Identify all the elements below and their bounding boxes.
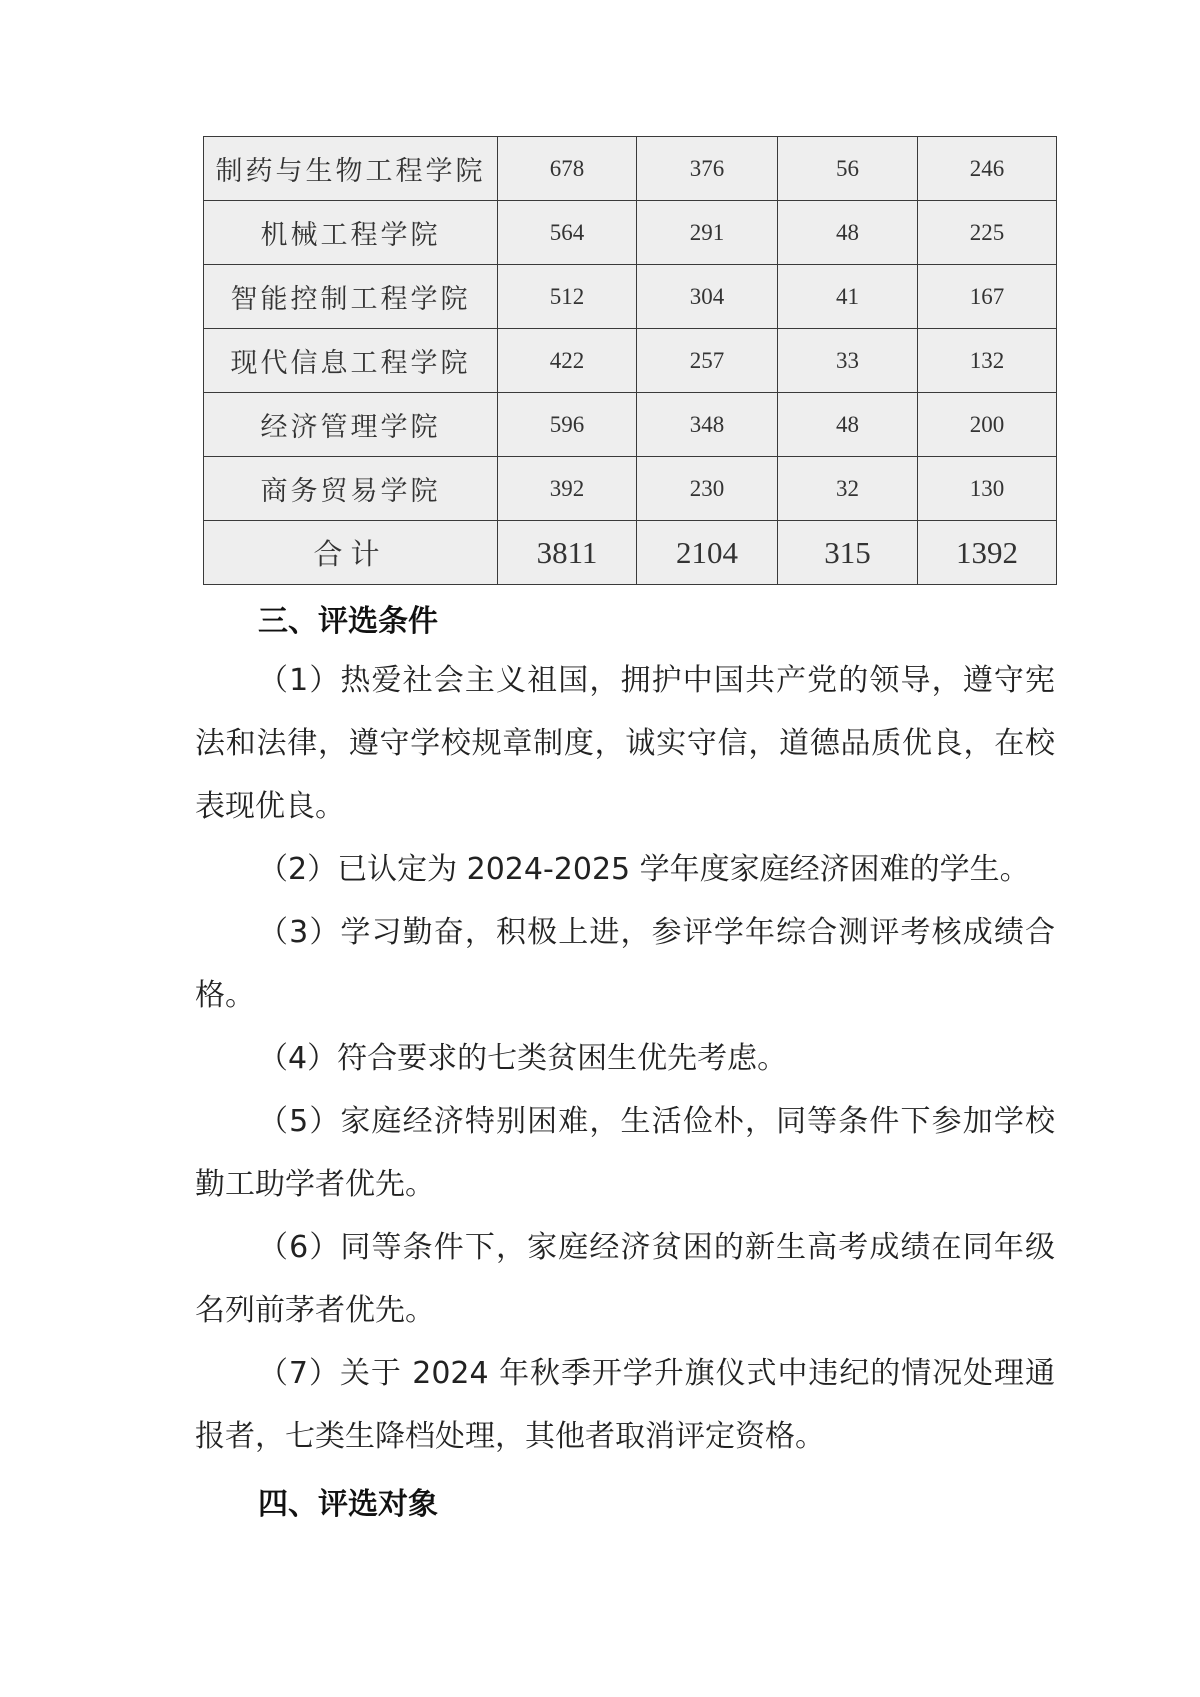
section-heading-criteria: 三、评选条件 <box>258 604 438 639</box>
value-cell: 376 <box>637 137 778 201</box>
criteria-item: （4）符合要求的七类贫困生优先考虑。 <box>258 1041 788 1076</box>
college-name-cell: 智能控制工程学院 <box>204 265 498 329</box>
value-cell: 422 <box>498 329 637 393</box>
table-row <box>204 329 1057 393</box>
college-name-cell: 机械工程学院 <box>204 201 498 265</box>
criteria-item: （7）关于 2024 年秋季开学升旗仪式中违纪的情况处理通报者，七类生降档处理，其他者取消评定资格。 <box>195 1356 1055 1454</box>
criteria-item: （5）家庭经济特别困难，生活俭朴，同等条件下参加学校勤工助学者优先。 <box>195 1104 1055 1202</box>
value-cell: 304 <box>637 265 778 329</box>
value-cell: 32 <box>778 457 918 521</box>
criteria-item: （3）学习勤奋，积极上进，参评学年综合测评考核成绩合格。 <box>195 915 1055 1013</box>
value-cell: 392 <box>498 457 637 521</box>
value-cell: 230 <box>637 457 778 521</box>
college-name-cell: 经济管理学院 <box>204 393 498 457</box>
total-value-cell: 3811 <box>498 521 637 585</box>
value-cell: 225 <box>918 201 1057 265</box>
statistics-table <box>203 136 1057 585</box>
total-value-cell: 1392 <box>918 521 1057 585</box>
college-name-cell: 现代信息工程学院 <box>204 329 498 393</box>
value-cell: 48 <box>778 201 918 265</box>
value-cell: 33 <box>778 329 918 393</box>
total-value-cell: 315 <box>778 521 918 585</box>
value-cell: 41 <box>778 265 918 329</box>
criteria-item: （1）热爱社会主义祖国，拥护中国共产党的领导，遵守宪法和法律，遵守学校规章制度，诚实守信，道德品质优良，在校表现优良。 <box>195 663 1055 824</box>
value-cell: 512 <box>498 265 637 329</box>
total-value-cell: 2104 <box>637 521 778 585</box>
value-cell: 564 <box>498 201 637 265</box>
table-total-row <box>204 521 1057 585</box>
total-label-cell: 合计 <box>204 521 498 585</box>
table-row <box>204 265 1057 329</box>
section-heading-targets: 四、评选对象 <box>258 1487 438 1522</box>
value-cell: 291 <box>637 201 778 265</box>
table-row <box>204 137 1057 201</box>
value-cell: 246 <box>918 137 1057 201</box>
value-cell: 200 <box>918 393 1057 457</box>
table-row <box>204 393 1057 457</box>
value-cell: 257 <box>637 329 778 393</box>
table-row <box>204 201 1057 265</box>
college-name-cell: 商务贸易学院 <box>204 457 498 521</box>
value-cell: 48 <box>778 393 918 457</box>
criteria-item: （6）同等条件下，家庭经济贫困的新生高考成绩在同年级名列前茅者优先。 <box>195 1230 1055 1328</box>
value-cell: 678 <box>498 137 637 201</box>
table-row <box>204 457 1057 521</box>
value-cell: 130 <box>918 457 1057 521</box>
value-cell: 167 <box>918 265 1057 329</box>
value-cell: 56 <box>778 137 918 201</box>
value-cell: 132 <box>918 329 1057 393</box>
value-cell: 596 <box>498 393 637 457</box>
value-cell: 348 <box>637 393 778 457</box>
criteria-item: （2）已认定为 2024-2025 学年度家庭经济困难的学生。 <box>258 852 1030 887</box>
college-name-cell: 制药与生物工程学院 <box>204 137 498 201</box>
